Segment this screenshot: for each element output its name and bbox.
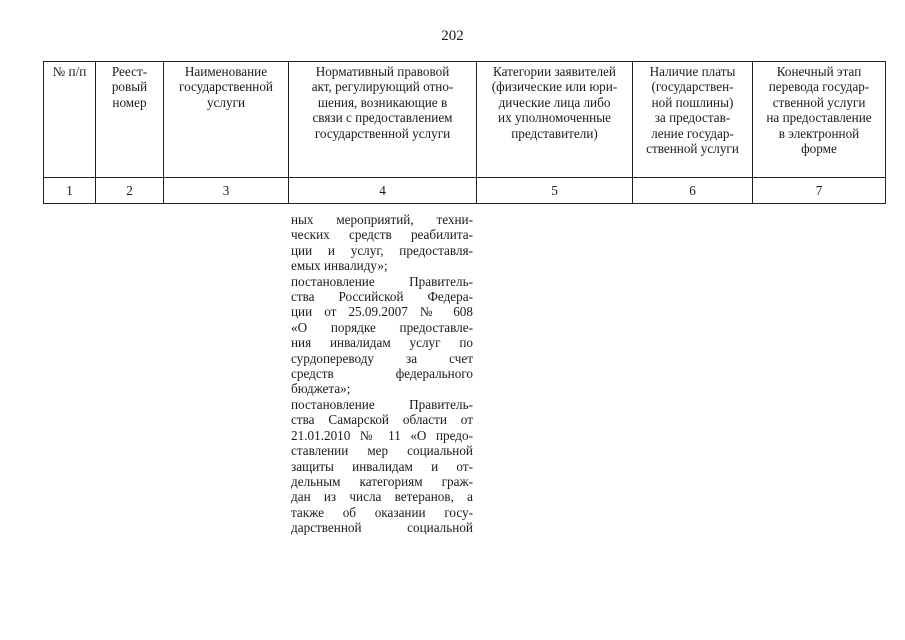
column-number-cell: 7	[753, 178, 886, 204]
header-legal-act: Нормативный правовой акт, регулирующий отно- шения, возникающие в связи с предоставлением государственной услуги	[289, 62, 477, 178]
column-number-cell: 1	[44, 178, 96, 204]
continuation-line: защиты инвалидам и от-	[291, 458, 473, 474]
header-applicant-categories: Категории заявителей (физические или юри- дические лица либо их уполномоченные представители)	[477, 62, 633, 178]
continuation-line: бюджета»;	[291, 381, 351, 397]
continuation-line: постановление Правитель-	[291, 396, 473, 412]
continuation-line: ства Российской Федера-	[291, 289, 473, 305]
header-service-name: Наименование государственной услуги	[164, 62, 289, 178]
column-number-cell: 4	[289, 178, 477, 204]
continuation-line: дельным категориям граж-	[291, 473, 473, 489]
page-number: 202	[441, 28, 464, 44]
column-number-cell: 5	[477, 178, 633, 204]
continuation-line: «О порядке предоставле-	[291, 319, 473, 335]
continuation-line: ции и услуг, предоставля-	[291, 242, 473, 258]
continuation-line: средств федерального	[291, 366, 473, 382]
continuation-line: сурдопереводу за счет	[291, 350, 473, 366]
continuation-line: ции от 25.09.2007 № 608	[291, 304, 473, 320]
header-registry-number: Реест- ровый номер	[96, 62, 164, 178]
column-number-cell: 3	[164, 178, 289, 204]
continuation-line: 21.01.2010 № 11 «О предо-	[291, 427, 473, 443]
table-header-row	[44, 62, 886, 178]
column-number-cell: 6	[633, 178, 753, 204]
column-number-cell: 2	[96, 178, 164, 204]
continuation-line: ства Самарской области от	[291, 412, 473, 428]
column-number-row	[44, 178, 886, 204]
continuation-line: дарственной социальной	[291, 520, 473, 536]
continuation-line: дан из числа ветеранов, а	[291, 489, 473, 505]
continuation-line: ния инвалидам услуг по	[291, 335, 473, 351]
continuation-line: также об оказании госу-	[291, 504, 473, 520]
continuation-line: постановление Правитель-	[291, 273, 473, 289]
header-fee: Наличие платы (государствен- ной пошлины) за предостав- ление государ- ственной услуги	[633, 62, 753, 178]
legal-acts-continuation-text	[291, 212, 473, 536]
services-registry-table	[43, 61, 886, 204]
continuation-line: ных мероприятий, техни-	[291, 212, 473, 227]
header-electronic-stage: Конечный этап перевода государ- ственной услуги на предоставление в электронной форме	[753, 62, 886, 178]
continuation-line: ставлении мер социальной	[291, 443, 473, 459]
continuation-line: емых инвалиду»;	[291, 258, 388, 274]
header-item-number: № п/п	[44, 62, 96, 178]
continuation-line: ческих средств реабилита-	[291, 227, 473, 243]
